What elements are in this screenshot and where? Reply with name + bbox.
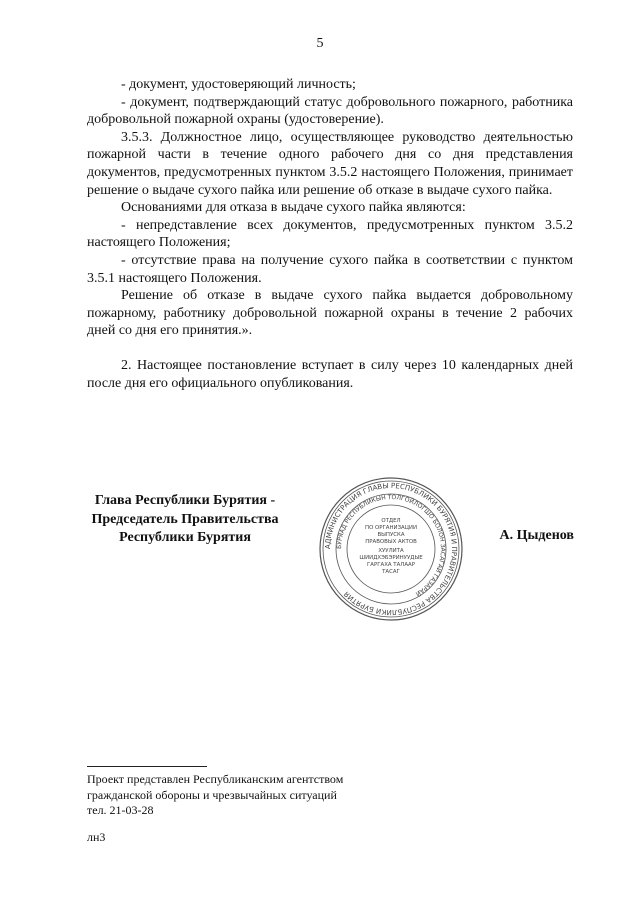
- document-body: [87, 76, 573, 392]
- official-seal: [318, 476, 464, 622]
- footnote-line: гражданской обороны и чрезвычайных ситуаций: [87, 787, 337, 802]
- paragraph-status-document: - документ, подтверждающий статус добровольного пожарного, работника добровольной пожарной охраны (удостоверение).: [87, 94, 573, 128]
- paragraph-effective-date: 2. Настоящее постановление вступает в силу через 10 календарных дней после дня его официального опубликования.: [87, 357, 573, 391]
- signer-title: [60, 492, 310, 548]
- footnote-divider: [87, 766, 207, 767]
- footnote: [87, 772, 343, 819]
- seal-center-line: ВЫПУСКА: [377, 532, 405, 538]
- page-number: 5: [316, 36, 324, 51]
- footnote-line: Проект представлен Республиканским агентством: [87, 772, 344, 786]
- paragraph-refusal-decision: Решение об отказе в выдаче сухого пайка выдается добровольному пожарному, работнику добровольной пожарной охраны в течение 2 рабочих дней со дня его принятия.».: [87, 288, 573, 339]
- signer-title-line: Республики Бурятия: [119, 530, 251, 545]
- paragraph-ground-1: - непредставление всех документов, предусмотренных пунктом 3.5.2 настоящего Положения;: [87, 217, 573, 251]
- seal-center-line: ХУУЛИТА: [378, 548, 404, 554]
- signer-name: А. Цыденов: [499, 528, 574, 543]
- seal-inner-text: БУРЯАД РЕСПУБЛИКЫН ТОЛГОЙЛОГШО БОЛОН ЗАСАГАЙ ГАЗАРАЙ: [335, 493, 447, 598]
- seal-center-line: ГАРГАХА ТАЛААР: [367, 562, 415, 568]
- seal-center-line: ОТДЕЛ: [381, 518, 401, 524]
- seal-center-line: ШИИДХЭБЭРИНУУДЫЕ: [359, 555, 423, 561]
- seal-outer-text: АДМИНИСТРАЦИЯ ГЛАВЫ РЕСПУБЛИКИ БУРЯТИЯ И ПРАВИТЕЛЬСТВА РЕСПУБЛИКИ БУРЯТИЯ: [323, 481, 459, 617]
- paragraph-ground-2: - отсутствие права на получение сухого пайка в соответствии с пунктом 3.5.1 настоящего Положения.: [87, 252, 573, 286]
- seal-center-line: ТАСАГ: [382, 569, 400, 575]
- paragraph-3-5-3: 3.5.3. Должностное лицо, осуществляющее руководство деятельностью пожарной части в течение одного рабочего дня со дня представления документов, предусмотренных пунктом 3.5.2 настоящего Положения, принимает решение о выдаче сухого пайка или решение об отказе в выдаче сухого пайка.: [87, 129, 573, 198]
- paragraph-id-document: - документ, удостоверяющий личность;: [121, 77, 356, 92]
- footnote-line: тел. 21-03-28: [87, 803, 154, 817]
- paragraph-refusal-grounds: Основаниями для отказа в выдаче сухого пайка являются:: [121, 200, 466, 216]
- document-code: лн3: [87, 830, 106, 844]
- seal-center-line: ПРАВОВЫХ АКТОВ: [365, 539, 417, 545]
- signer-title-line: Глава Республики Бурятия -: [94, 493, 276, 508]
- signer-title-line: Председатель Правительства: [91, 511, 279, 527]
- seal-center-line: ПО ОРГАНИЗАЦИИ: [365, 525, 417, 531]
